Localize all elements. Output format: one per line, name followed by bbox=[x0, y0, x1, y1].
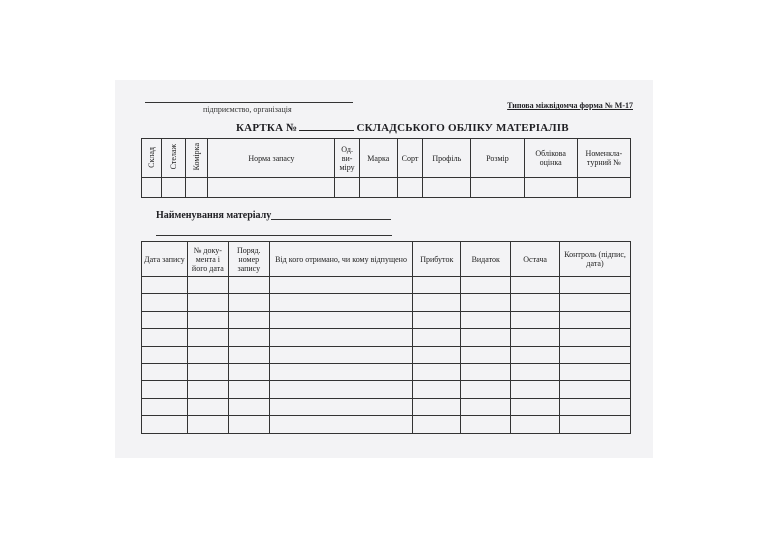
header-warehouse: Склад bbox=[142, 139, 162, 178]
card-title-prefix: КАРТКА № bbox=[236, 122, 298, 134]
storage-location-table bbox=[141, 138, 631, 198]
header-receipt: Прибуток bbox=[413, 242, 461, 277]
header-from-to: Від кого отримано, чи кому відпущено bbox=[269, 242, 413, 277]
material-name-label: Найменування матеріалу bbox=[156, 210, 272, 221]
table-row bbox=[142, 277, 631, 294]
card-number-blank bbox=[299, 121, 354, 131]
table-row bbox=[142, 398, 631, 415]
header-balance: Остача bbox=[511, 242, 560, 277]
header-rack: Стелаж bbox=[162, 139, 186, 178]
table-row bbox=[142, 363, 631, 380]
form-type-label: Типова міжвідомча форма № М-17 bbox=[507, 101, 633, 110]
organization-blank-line bbox=[145, 102, 353, 103]
organization-caption: підприємство, організація bbox=[203, 105, 292, 114]
table-row bbox=[142, 294, 631, 311]
card-title bbox=[236, 121, 569, 134]
movement-table bbox=[141, 241, 631, 434]
material-name-line-2 bbox=[156, 235, 392, 236]
header-unit: Од. ви-міру bbox=[335, 139, 360, 178]
stock-card-form bbox=[115, 80, 653, 458]
header-issue: Видаток bbox=[461, 242, 511, 277]
header-size: Розмір bbox=[471, 139, 524, 178]
header-entry-date: Дата запису bbox=[142, 242, 188, 277]
header-profile: Профіль bbox=[423, 139, 471, 178]
table-row bbox=[142, 311, 631, 328]
header-stock-norm: Норма запасу bbox=[208, 139, 335, 178]
table-row bbox=[142, 346, 631, 363]
card-title-suffix: СКЛАДСЬКОГО ОБЛІКУ МАТЕРІАЛІВ bbox=[356, 122, 569, 134]
header-control: Контроль (підпис, дата) bbox=[560, 242, 631, 277]
header-item-number: Номенкла-турний № bbox=[577, 139, 630, 178]
header-brand: Марка bbox=[359, 139, 397, 178]
header-valuation: Облікова оцінка bbox=[524, 139, 577, 178]
header-document-number: № доку-мента і його дата bbox=[187, 242, 228, 277]
table-row bbox=[142, 329, 631, 346]
table-row bbox=[142, 416, 631, 433]
header-cell: Комірка bbox=[185, 139, 208, 178]
table-row bbox=[142, 381, 631, 398]
material-name-line bbox=[271, 219, 391, 220]
header-entry-number: Поряд. номер запису bbox=[228, 242, 269, 277]
table-row bbox=[142, 178, 631, 198]
header-grade: Сорт bbox=[397, 139, 423, 178]
